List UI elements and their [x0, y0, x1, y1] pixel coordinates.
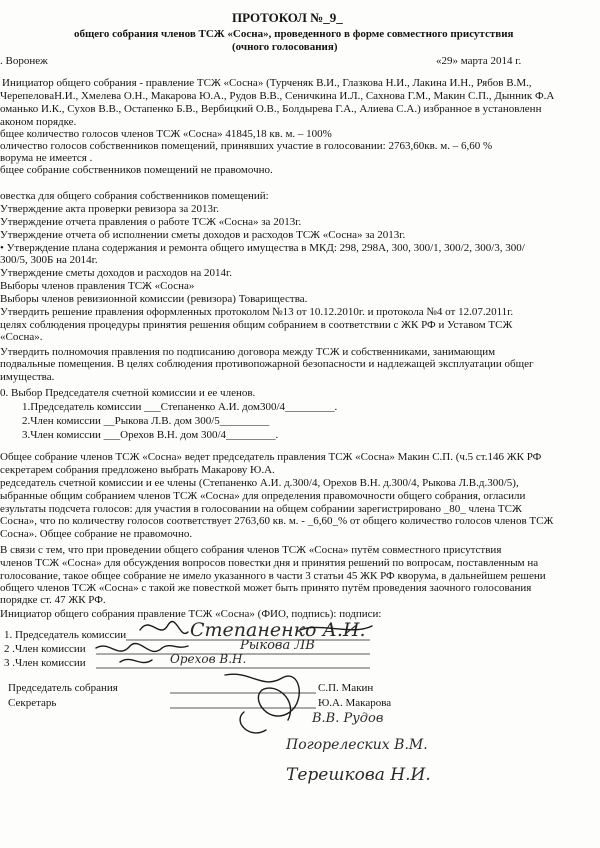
- body-line: голосование, такое общее собрание не имело указанного в части 3 статьи 45 ЖК РФ кворума, в дальнейшем решени: [0, 570, 546, 582]
- handwritten-signature: Степаненко А.И.: [190, 619, 366, 641]
- protocol-subtitle: общего собрания членов ТСЖ «Сосна», проведенного в форме совместного присутствия: [74, 28, 514, 40]
- body-line: Инициатор общего собрания правление ТСЖ «Сосна» (ФИО, подпись): подписи:: [0, 608, 382, 620]
- agenda-line: Утверждение сметы доходов и расходов на 2014г.: [0, 267, 232, 279]
- agenda-line: подвальные помещения. В целях соблюдения противопожарной безопасности и надлежащей эксплуатации общег: [0, 358, 534, 370]
- signature-scribble: [140, 622, 188, 634]
- protocol-subtitle-2: (очного голосования): [232, 41, 338, 53]
- handwritten-signature: Рыкова ЛВ: [240, 638, 315, 653]
- signature-scribble: [120, 659, 152, 662]
- commission-member: 3.Член комиссии ___Орехов В.Н. дом 300/4_________.: [22, 429, 279, 441]
- agenda-line: имущества.: [0, 371, 55, 383]
- body-line: ыбранные общим собранием членов ТСЖ «Сосна» для определения правомочности общего собрания, огласили: [0, 490, 526, 502]
- signature-scribble: [300, 626, 372, 630]
- body-line: Общее собрание членов ТСЖ «Сосна» ведет председатель правления ТСЖ «Сосна» Макин С.П. (ч.5 ст.146 ЖК РФ: [0, 451, 542, 463]
- intro-line: оличество голосов собственников помещений, принявших участие в голосовании: 2763,60кв. м. – 6,60 %: [0, 140, 493, 152]
- agenda-line: Утвердить решение правления оформленных протоколом №13 от 10.12.2010г. и протокола №4 от 12.07.2011г.: [0, 306, 514, 318]
- agenda-line: Утверждение акта проверки ревизора за 2013г.: [0, 203, 220, 215]
- intro-line: Инициатор общего собрания - правление ТСЖ «Сосна» (Турченяк В.И., Глазкова Н.И., Лакина И.Н., Рябов В.М.,: [2, 77, 532, 89]
- body-line: езультаты подсчета голосов: для участия в голосовании на общем собрании зарегистрировано _80_ члена ТСЖ: [0, 503, 522, 515]
- agenda-line: «Сосна».: [0, 331, 43, 343]
- sig-label-member: 2 .Член комиссии: [4, 643, 86, 655]
- agenda-line: • Утверждение плана содержания и ремонта общего имущества в МКД: 298, 298А, 300, 300/1, 300/2, 300/3, 300/: [0, 242, 525, 254]
- handwritten-signature: Погорелеских В.М.: [286, 737, 428, 753]
- handwritten-signature: Орехов В.Н.: [170, 652, 247, 666]
- body-line: секретарем собрания предложено выбрать Макарову Ю.А.: [0, 464, 275, 476]
- secretary-label: Секретарь: [8, 697, 57, 709]
- commission-member: 2.Член комиссии __Рыкова Л.В. дом 300/5_________: [22, 415, 270, 427]
- intro-line: ЧерепеловаН.И., Хмелева О.Н., Макарова Ю.А., Рудов В.В., Сеничкина И.Л., Сахнова Г.М., Макин С.П., Дынник Ф.А: [0, 90, 555, 102]
- handwritten-signature: Терешкова Н.И.: [286, 765, 431, 785]
- intro-line: аконом порядке.: [0, 116, 77, 128]
- sig-label-chair: 1. Председатель комиссии: [4, 629, 127, 641]
- intro-line: бщее собрание собственников помещений не правомочно.: [0, 164, 273, 176]
- chair-name: С.П. Макин: [318, 682, 374, 694]
- agenda-line: Утверждение отчета об исполнении сметы доходов и расходов ТСЖ «Сосна» за 2013г.: [0, 229, 406, 241]
- intro-line: оманько И.К., Сухов В.В., Остапенко Б.В., Вербицкий О.В., Болдырева Г.А., Алиева С.А.) избранное в установленн: [0, 103, 542, 115]
- body-line: членов ТСЖ «Сосна» для обсуждения вопросов повестки дня и принятия решений по вопросам, поставленным на: [0, 557, 539, 569]
- agenda-line: Утвердить полномочия правления по подписанию договора между ТСЖ и собственниками, занимающим: [0, 346, 496, 358]
- city: . Воронеж: [0, 55, 48, 67]
- protocol-title: ПРОТОКОЛ №_9_: [232, 10, 343, 25]
- secretary-name: Ю.А. Макарова: [318, 697, 392, 709]
- commission-chair: 1.Председатель комиссии ___Степаненко А.И. дом300/4_________.: [22, 401, 338, 413]
- sig-label-member: 3 .Член комиссии: [4, 657, 86, 669]
- agenda-line: целях соблюдения процедуры принятия решения общим собранием в соответствии с ЖК РФ и Уставом ТСЖ: [0, 319, 513, 331]
- agenda-line: Утверждение отчета правления о работе ТСЖ «Сосна» за 2013г.: [0, 216, 302, 228]
- agenda-line: Выборы членов ревизионной комиссии (ревизора) Товарищества.: [0, 293, 308, 305]
- body-line: Сосна», что по количеству голосов соответствует 2763,60 кв. м. - _6,60_% от общего количество голосов членов ТСЖ: [0, 515, 554, 527]
- body-line: В связи с тем, что при проведении общего собрания членов ТСЖ «Сосна» путём совместного присутствия: [0, 544, 502, 556]
- signature-scribble: [225, 674, 299, 720]
- intro-line: бщее количество голосов членов ТСЖ «Сосна» 41845,18 кв. м. – 100%: [0, 128, 332, 140]
- agenda-line: 300/5, 300Б на 2014г.: [0, 254, 98, 266]
- protocol-date: «29» марта 2014 г.: [436, 55, 522, 67]
- agenda-line: 0. Выбор Председателя счетной комиссии и ее членов.: [0, 387, 256, 399]
- intro-line: ворума не имеется .: [0, 152, 93, 164]
- handwritten-signature: В.В. Рудов: [312, 711, 384, 726]
- body-line: порядке ст. 47 ЖК РФ.: [0, 594, 106, 606]
- signature-scribble: [240, 712, 266, 733]
- body-line: Сосна». Общее собрание не правомочно.: [0, 528, 193, 540]
- agenda-line: Выборы членов правления ТСЖ «Сосна»: [0, 280, 195, 292]
- body-line: редседатель счетной комиссии и ее члены (Степаненко А.И. д.300/4, Орехов В.Н. д.300/4, Рыкова Л.В.д.300/5),: [0, 477, 519, 489]
- chair-label: Председатель собрания: [8, 682, 118, 694]
- agenda-line: овестка для общего собрания собственников помещений:: [0, 190, 269, 202]
- body-line: общего членов ТСЖ «Сосна» с такой же повесткой может быть принято путём проведения заочного голосования: [0, 582, 532, 594]
- signature-scribble: [96, 643, 188, 651]
